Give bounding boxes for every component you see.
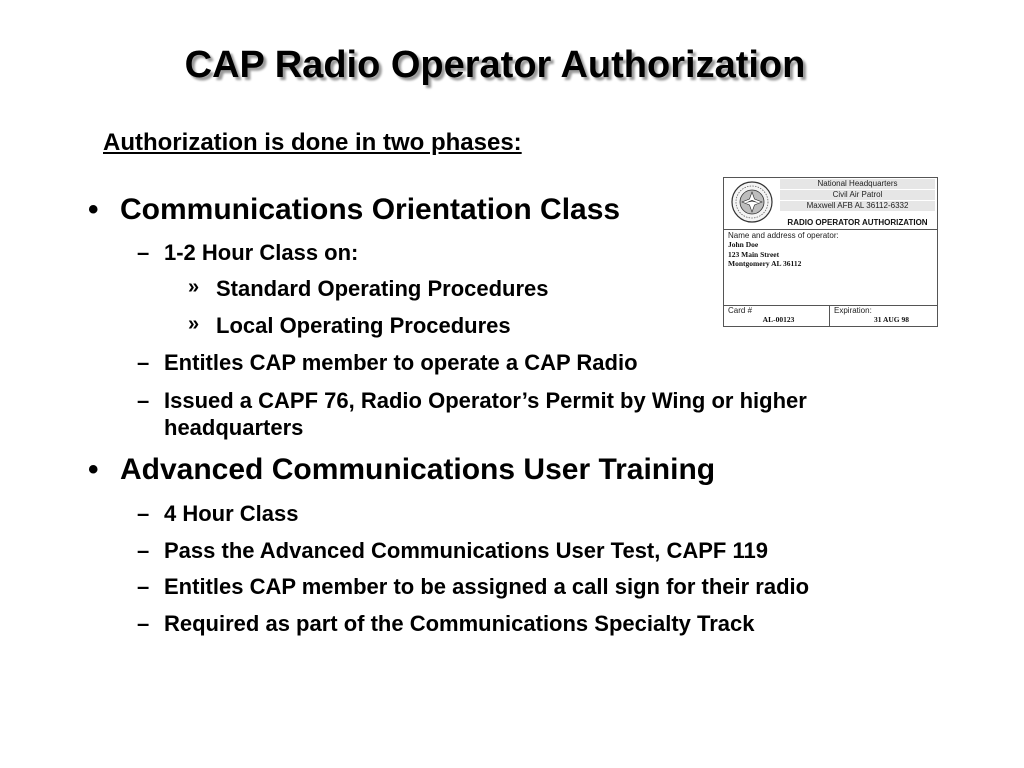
dash-marker: –	[137, 538, 150, 563]
list-item-text: Issued a CAPF 76, Radio Operator’s Permit by Wing or higher headquarters	[164, 388, 807, 440]
section-heading-advanced	[88, 453, 716, 487]
section-heading-text: Communications Orientation Class	[120, 193, 621, 226]
list-item	[137, 239, 359, 266]
list-item-text: Required as part of the Communications Specialty Track	[164, 611, 755, 636]
list-item	[137, 500, 299, 527]
hq-line: Civil Air Patrol	[780, 190, 935, 200]
list-item	[137, 610, 755, 637]
list-item-text: 4 Hour Class	[164, 501, 299, 526]
bullet-marker: •	[88, 453, 99, 486]
list-item-text: Pass the Advanced Communications User Test, CAPF 119	[164, 538, 768, 563]
card-header	[724, 178, 937, 230]
list-item-text: Entitles CAP member to be assigned a call sign for their radio	[164, 574, 810, 599]
dash-marker: –	[137, 388, 150, 413]
chevron-marker: »	[188, 276, 200, 298]
operator-name: John Doe	[728, 240, 759, 249]
dash-marker: –	[137, 350, 150, 375]
cap-seal-icon	[731, 181, 773, 223]
list-item	[137, 537, 768, 564]
sub-list-item-text: Standard Operating Procedures	[216, 276, 549, 301]
bullet-marker: •	[88, 193, 99, 226]
list-item-text: 1-2 Hour Class on:	[164, 240, 359, 265]
expiration-field	[830, 306, 937, 326]
authorization-card	[723, 177, 938, 327]
card-number-field	[724, 306, 830, 326]
hq-line: National Headquarters	[780, 179, 935, 189]
expiration-value: 31 AUG 98	[873, 315, 909, 324]
sub-list-item-text: Local Operating Procedures	[216, 313, 511, 338]
card-number-label: Card #	[728, 306, 753, 315]
list-item	[137, 387, 924, 441]
list-item	[137, 349, 638, 376]
slide-subtitle: Authorization is done in two phases:	[103, 129, 522, 156]
list-item	[137, 573, 810, 600]
operator-address-field	[724, 230, 937, 306]
dash-marker: –	[137, 611, 150, 636]
hq-address-block	[780, 179, 935, 212]
section-heading-orientation	[88, 193, 621, 227]
dash-marker: –	[137, 501, 150, 526]
card-number-value: AL-00123	[762, 315, 795, 324]
operator-street: 123 Main Street	[728, 249, 780, 259]
sub-list-item	[188, 276, 549, 302]
operator-name-label: Name and address of operator:	[728, 231, 839, 240]
card-footer	[724, 306, 937, 326]
chevron-marker: »	[188, 313, 200, 335]
sub-list-item	[188, 313, 511, 339]
card-form-title: RADIO OPERATOR AUTHORIZATION	[787, 218, 928, 227]
slide-title: CAP Radio Operator Authorization	[184, 44, 806, 86]
operator-city: Montgomery AL 36112	[728, 259, 802, 268]
dash-marker: –	[137, 574, 150, 599]
section-heading-text: Advanced Communications User Training	[120, 453, 716, 486]
dash-marker: –	[137, 240, 150, 265]
hq-line: Maxwell AFB AL 36112-6332	[780, 201, 935, 211]
expiration-label: Expiration:	[834, 306, 872, 315]
list-item-text: Entitles CAP member to operate a CAP Radio	[164, 350, 638, 375]
